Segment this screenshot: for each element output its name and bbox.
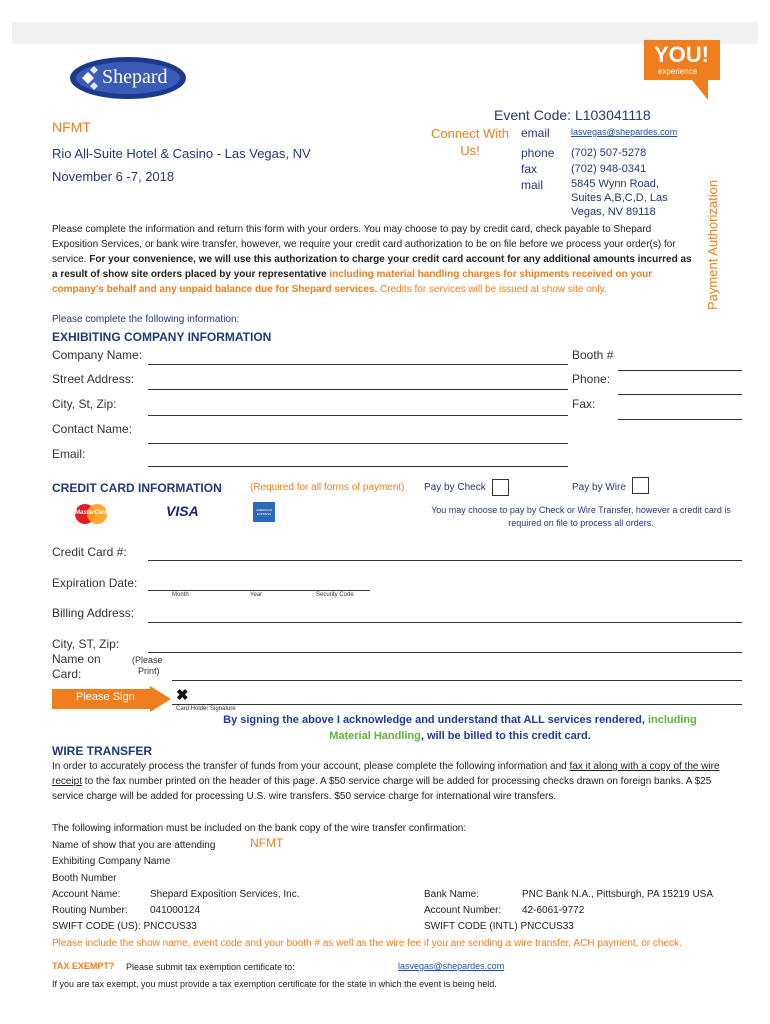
amex-text: AMERICAN EXPRESS <box>256 508 272 516</box>
tax-email-link[interactable]: lasvegas@shepardes.com <box>398 961 505 971</box>
ack-text-1: By signing the above I acknowledge and understand that ALL services rendered, <box>223 714 648 726</box>
contact-phone-value: (702) 507-5278 <box>571 147 647 159</box>
city-field[interactable] <box>148 415 568 416</box>
city-label: City, St, Zip: <box>52 397 117 411</box>
wire-section-title: WIRE TRANSFER <box>52 744 152 758</box>
routing-label: Routing Number: <box>52 905 128 916</box>
acknowledgement <box>180 712 740 744</box>
account-name-label: Account Name: <box>52 889 121 900</box>
month-label: Month <box>172 592 189 598</box>
wire-show-value: NFMT <box>250 836 284 850</box>
name-on-card-field[interactable] <box>172 680 742 681</box>
street-label: Street Address: <box>52 372 135 386</box>
dates: November 6 -7, 2018 <box>52 169 175 184</box>
show-name: NFMT <box>52 119 91 135</box>
intro-p1: Please complete the information and return this form with your orders. You may choose to pay by credit card, check payable to Shepard Exposition Services, or bank wire transfer, however, we require your credit card authorization to be on file before we process your order(s) for service. <box>52 224 676 265</box>
contact-fax-label: fax <box>521 162 538 176</box>
ack-green-1: including <box>647 714 697 726</box>
please-sign-text: Please Sign <box>76 691 135 703</box>
card-number-field[interactable] <box>148 560 742 561</box>
expiration-field[interactable] <box>148 590 370 591</box>
intro-p1-orange: Credits for services will be issued at show site only. <box>377 284 607 295</box>
wire-name-of-show: Name of show that you are attending <box>52 840 216 851</box>
account-number-value: 42-6061-9772 <box>522 905 585 916</box>
wire-following: The following information must be included on the bank copy of the wire transfer confirmation: <box>52 823 467 834</box>
wire-booth-number: Booth Number <box>52 873 117 884</box>
company-name-label: Company Name: <box>52 348 143 362</box>
street-field[interactable] <box>148 389 568 390</box>
expiration-label: Expiration Date: <box>52 576 138 590</box>
routing-value: 041000124 <box>150 905 201 916</box>
visa-icon: VISA <box>166 503 199 519</box>
logo-text: Shepard <box>102 66 168 88</box>
venue: Rio All-Suite Hotel & Casino - Las Vegas, NV <box>52 146 311 161</box>
connect-label-1: Connect With <box>430 126 510 141</box>
amex-icon <box>253 502 275 522</box>
card-number-label: Credit Card #: <box>52 545 127 559</box>
contact-email-link[interactable]: lasvegas@shepardes.com <box>571 127 678 137</box>
please-print-1: (Please <box>132 655 163 665</box>
card-city-label: City, ST, Zip: <box>52 637 120 651</box>
security-code-label: Security Code <box>316 592 354 598</box>
mastercard-icon <box>72 503 110 525</box>
pay-by-check-checkbox[interactable] <box>492 479 509 496</box>
wire-exhibiting-company: Exhibiting Company Name <box>52 856 171 867</box>
email-field[interactable] <box>148 466 568 467</box>
name-on-card-label-2: Card: <box>52 667 82 681</box>
please-sign-arrow <box>52 686 172 712</box>
swift-us: SWIFT CODE (US): PNCCUS33 <box>52 921 197 932</box>
contact-email-label: email <box>521 126 550 140</box>
vertical-title-text: Payment Authorization <box>705 179 720 310</box>
fax-field[interactable] <box>618 419 742 420</box>
please-include-note: Please include the show name, event code and your booth # as well as the wire fee if you are sending a wire transfer, ACH payment, or check. <box>52 938 682 949</box>
ack-text-2: , will be billed to this credit card. <box>420 730 591 742</box>
ack-green-2: Material Handling <box>329 730 421 742</box>
vertical-title <box>705 110 720 310</box>
email-label: Email: <box>52 447 86 461</box>
tax-exempt-label: TAX EXEMPT? <box>52 961 115 971</box>
account-number-label: Account Number: <box>424 905 502 916</box>
wire-p-u: fax it along with a copy of the wire receipt <box>52 761 720 787</box>
contact-name-field[interactable] <box>148 443 568 444</box>
wire-p-a: In order to accurately process the transfer of funds from your account, please complete the following information and <box>52 761 570 772</box>
you-experience-badge <box>640 36 725 104</box>
please-print-2: Print) <box>138 666 160 676</box>
phone-label: Phone: <box>572 372 611 386</box>
intro-p1-bold: For your convenience, we will use this authorization to charge your credit card account for any additional amounts incurred as a result of show site orders placed by your representative <box>52 254 692 280</box>
pay-by-wire-label: Pay by Wire <box>572 482 626 493</box>
credit-section-title: CREDIT CARD INFORMATION <box>52 481 222 495</box>
contact-mail-line-3: Vegas, NV 89118 <box>571 206 656 218</box>
connect-label <box>428 125 512 159</box>
connect-label-2: Us! <box>460 143 480 158</box>
signature-x-icon: ✖ <box>176 687 189 704</box>
booth-field[interactable] <box>618 370 742 371</box>
mastercard-text: MasterCard <box>75 510 109 516</box>
contact-phone-label: phone <box>521 146 555 160</box>
billing-address-field[interactable] <box>148 622 742 623</box>
contact-name-label: Contact Name: <box>52 422 133 436</box>
intro-p2: Please complete the following information: <box>52 314 240 325</box>
event-code: Event Code: L103041118 <box>494 107 651 123</box>
tax-footer: If you are tax exempt, you must provide a tax exemption certificate for the state in which the event is being held. <box>52 979 497 989</box>
bank-name-label: Bank Name: <box>424 889 480 900</box>
fax-label: Fax: <box>572 397 596 411</box>
billing-address-label: Billing Address: <box>52 606 135 620</box>
intro-paragraph <box>52 222 692 297</box>
signature-field[interactable] <box>172 704 742 705</box>
signature-label: Card Holder Signature <box>176 706 236 712</box>
credit-required-note: (Required for all forms of payment) <box>250 482 405 493</box>
company-name-field[interactable] <box>148 364 568 365</box>
pay-by-check-label: Pay by Check <box>424 482 486 493</box>
shepard-logo <box>68 55 188 101</box>
card-city-field[interactable] <box>148 652 742 653</box>
wire-paragraph <box>52 759 744 804</box>
contact-mail-label: mail <box>521 178 544 192</box>
pay-by-wire-checkbox[interactable] <box>632 477 649 494</box>
intro-p1-green: including material handling charges for shipments received on your company's behalf and any unpaid balance due for Shepard services. <box>52 269 653 295</box>
wire-p-b: to the fax number printed on the header of this page. A $50 service charge will be added for processing checks drawn on foreign banks. A $25 service charge will be added for processing U.S. wire transfers. $50 service charge for international wire transfers. <box>52 776 712 802</box>
badge-text: YOU! <box>654 42 709 67</box>
account-name-value: Shepard Exposition Services, Inc. <box>150 889 300 900</box>
tax-exempt-text: Please submit tax exemption certificate to: <box>126 962 295 972</box>
credit-note: You may choose to pay by Check or Wire Transfer, however a credit card is required on file to process all orders. <box>431 505 731 528</box>
name-on-card-label-1: Name on <box>52 652 101 666</box>
bank-name-value: PNC Bank N.A., Pittsburgh, PA 15219 USA <box>522 889 714 900</box>
badge-sub: experience <box>658 67 698 76</box>
company-section-title: EXHIBITING COMPANY INFORMATION <box>52 330 272 344</box>
contact-mail-line-2: Suites A,B,C,D, Las <box>571 192 668 204</box>
year-label: Year <box>250 592 263 598</box>
swift-intl: SWIFT CODE (INTL) PNCCUS33 <box>424 921 574 932</box>
contact-fax-value: (702) 948-0341 <box>571 163 647 175</box>
contact-mail-value: 5845 Wynn Road, <box>571 178 659 190</box>
booth-label: Booth # <box>572 348 614 362</box>
phone-field[interactable] <box>618 394 742 395</box>
